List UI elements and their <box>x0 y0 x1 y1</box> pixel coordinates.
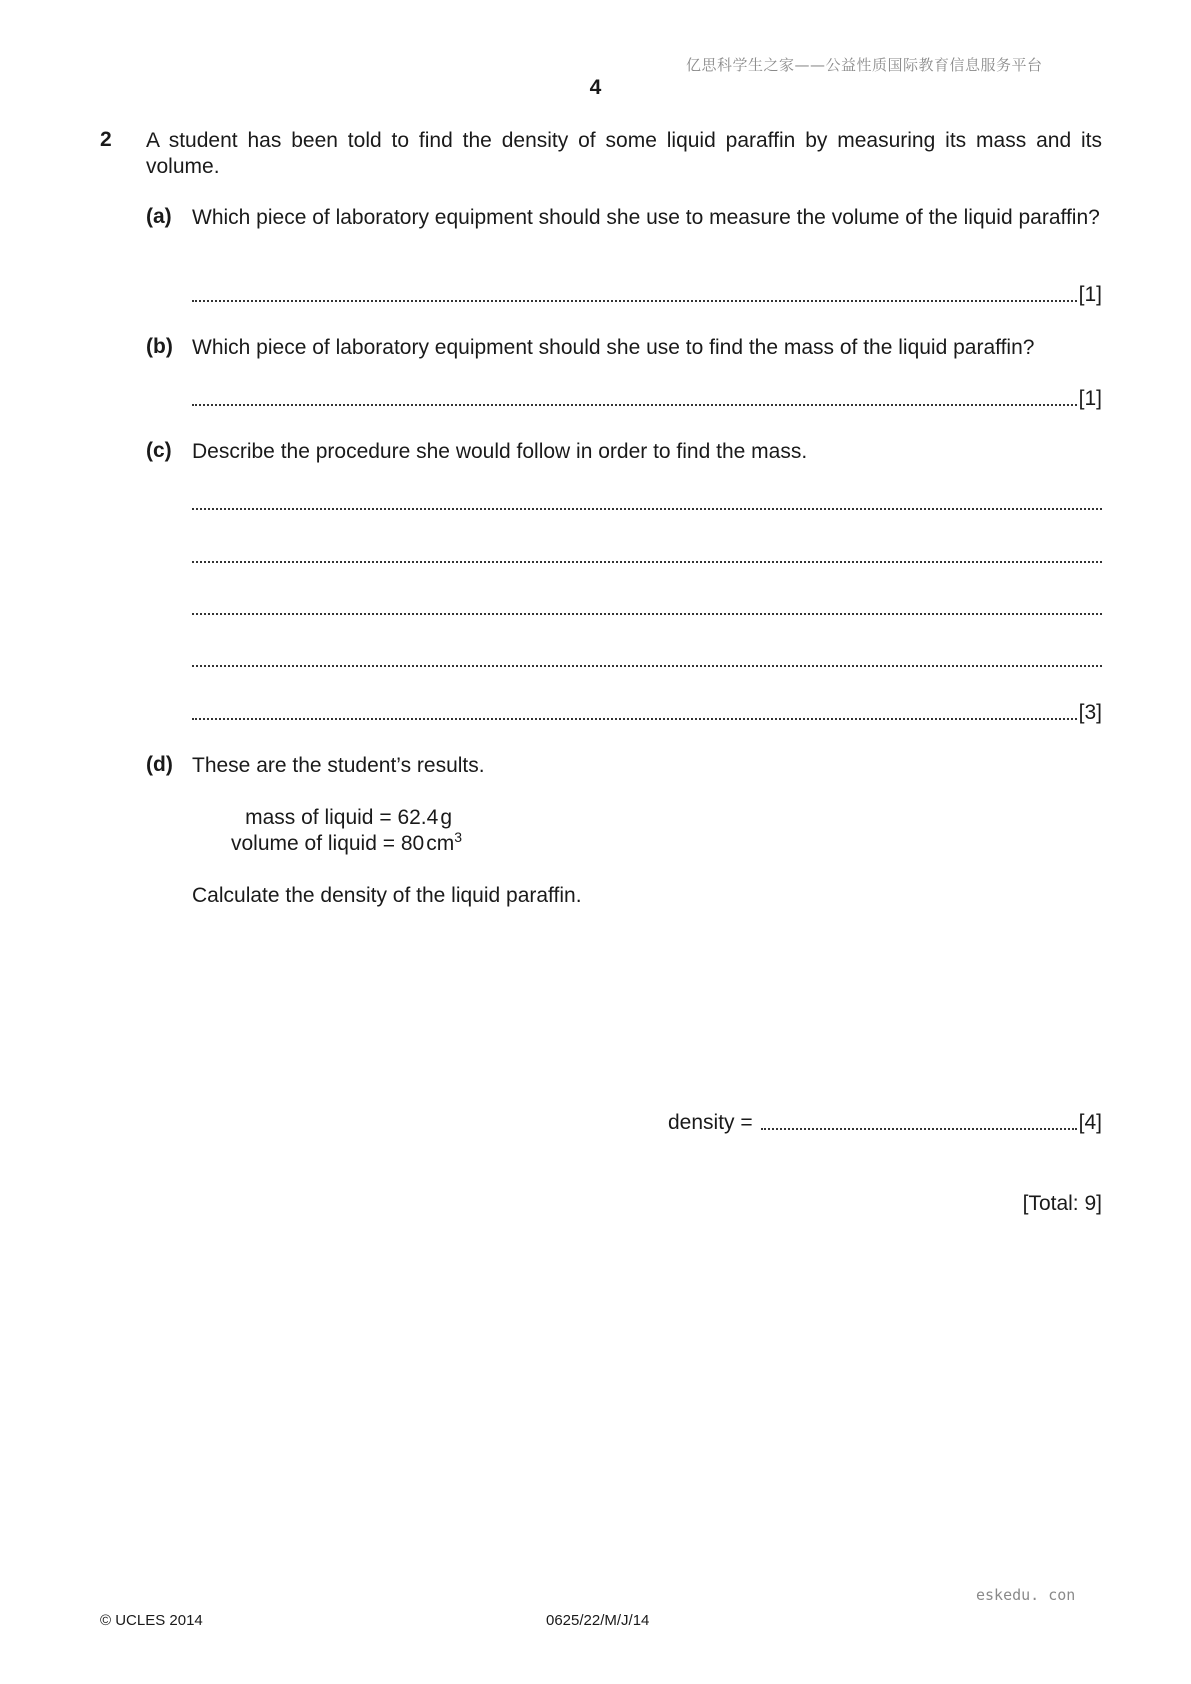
part-a-text: Which piece of laboratory equipment should she use to measure the volume of the liquid paraffin? <box>192 206 1100 229</box>
question-number: 2 <box>100 128 112 151</box>
answer-dots <box>192 507 1102 510</box>
part-d-instruction: Calculate the density of the liquid paraffin. <box>192 884 582 907</box>
part-d-text: These are the student’s results. <box>192 754 485 777</box>
answer-dots <box>192 560 1102 563</box>
answer-dots <box>192 664 1102 667</box>
part-c-text: Describe the procedure she would follow in order to find the mass. <box>192 440 808 463</box>
answer-dots <box>192 403 1077 406</box>
mass-label: mass of liquid = <box>245 806 392 829</box>
mass-result <box>188 805 452 831</box>
answer-dots <box>192 612 1102 615</box>
part-c-answer-line-3[interactable] <box>192 595 1102 621</box>
header-watermark: 亿思科学生之家——公益性质国际教育信息服务平台 <box>686 56 1043 74</box>
volume-value: 80 <box>400 832 425 855</box>
part-c-label: (c) <box>146 439 172 462</box>
part-b-label: (b) <box>146 335 173 358</box>
mass-value: 62.4 <box>397 806 439 829</box>
volume-unit-power: 3 <box>454 829 462 845</box>
part-b-text: Which piece of laboratory equipment should she use to find the mass of the liquid paraffin? <box>192 336 1035 359</box>
part-a-answer-line[interactable] <box>192 282 1102 308</box>
volume-result <box>188 831 462 857</box>
part-c-answer-line-5[interactable] <box>192 700 1102 726</box>
part-c-answer-line-2[interactable] <box>192 543 1102 569</box>
answer-dots <box>192 299 1077 302</box>
part-c-answer-line-1[interactable] <box>192 490 1102 516</box>
part-b-mark: [1] <box>1078 387 1102 410</box>
part-d-mark: [4] <box>1078 1111 1102 1134</box>
volume-unit: cm <box>426 832 455 855</box>
mass-unit: g <box>440 806 452 829</box>
part-c-mark: [3] <box>1078 701 1102 724</box>
footer-copyright: © UCLES 2014 <box>100 1612 203 1629</box>
density-label: density = <box>668 1111 753 1134</box>
part-a-label: (a) <box>146 205 172 228</box>
part-d-label: (d) <box>146 753 173 776</box>
footer-watermark: eskedu. con <box>976 1586 1076 1604</box>
density-answer-line[interactable] <box>668 1110 1102 1136</box>
footer-paper-code: 0625/22/M/J/14 <box>546 1612 650 1629</box>
question-total: [Total: 9] <box>1022 1192 1102 1215</box>
part-a-mark: [1] <box>1078 283 1102 306</box>
answer-dots <box>192 717 1077 720</box>
page-number: 4 <box>589 76 602 99</box>
volume-label: volume of liquid = <box>230 832 395 855</box>
answer-dots <box>761 1127 1077 1130</box>
part-b-answer-line[interactable] <box>192 386 1102 412</box>
question-stem: A student has been told to find the density of some liquid paraffin by measuring its mass and its volume. <box>146 129 1102 178</box>
part-c-answer-line-4[interactable] <box>192 647 1102 673</box>
